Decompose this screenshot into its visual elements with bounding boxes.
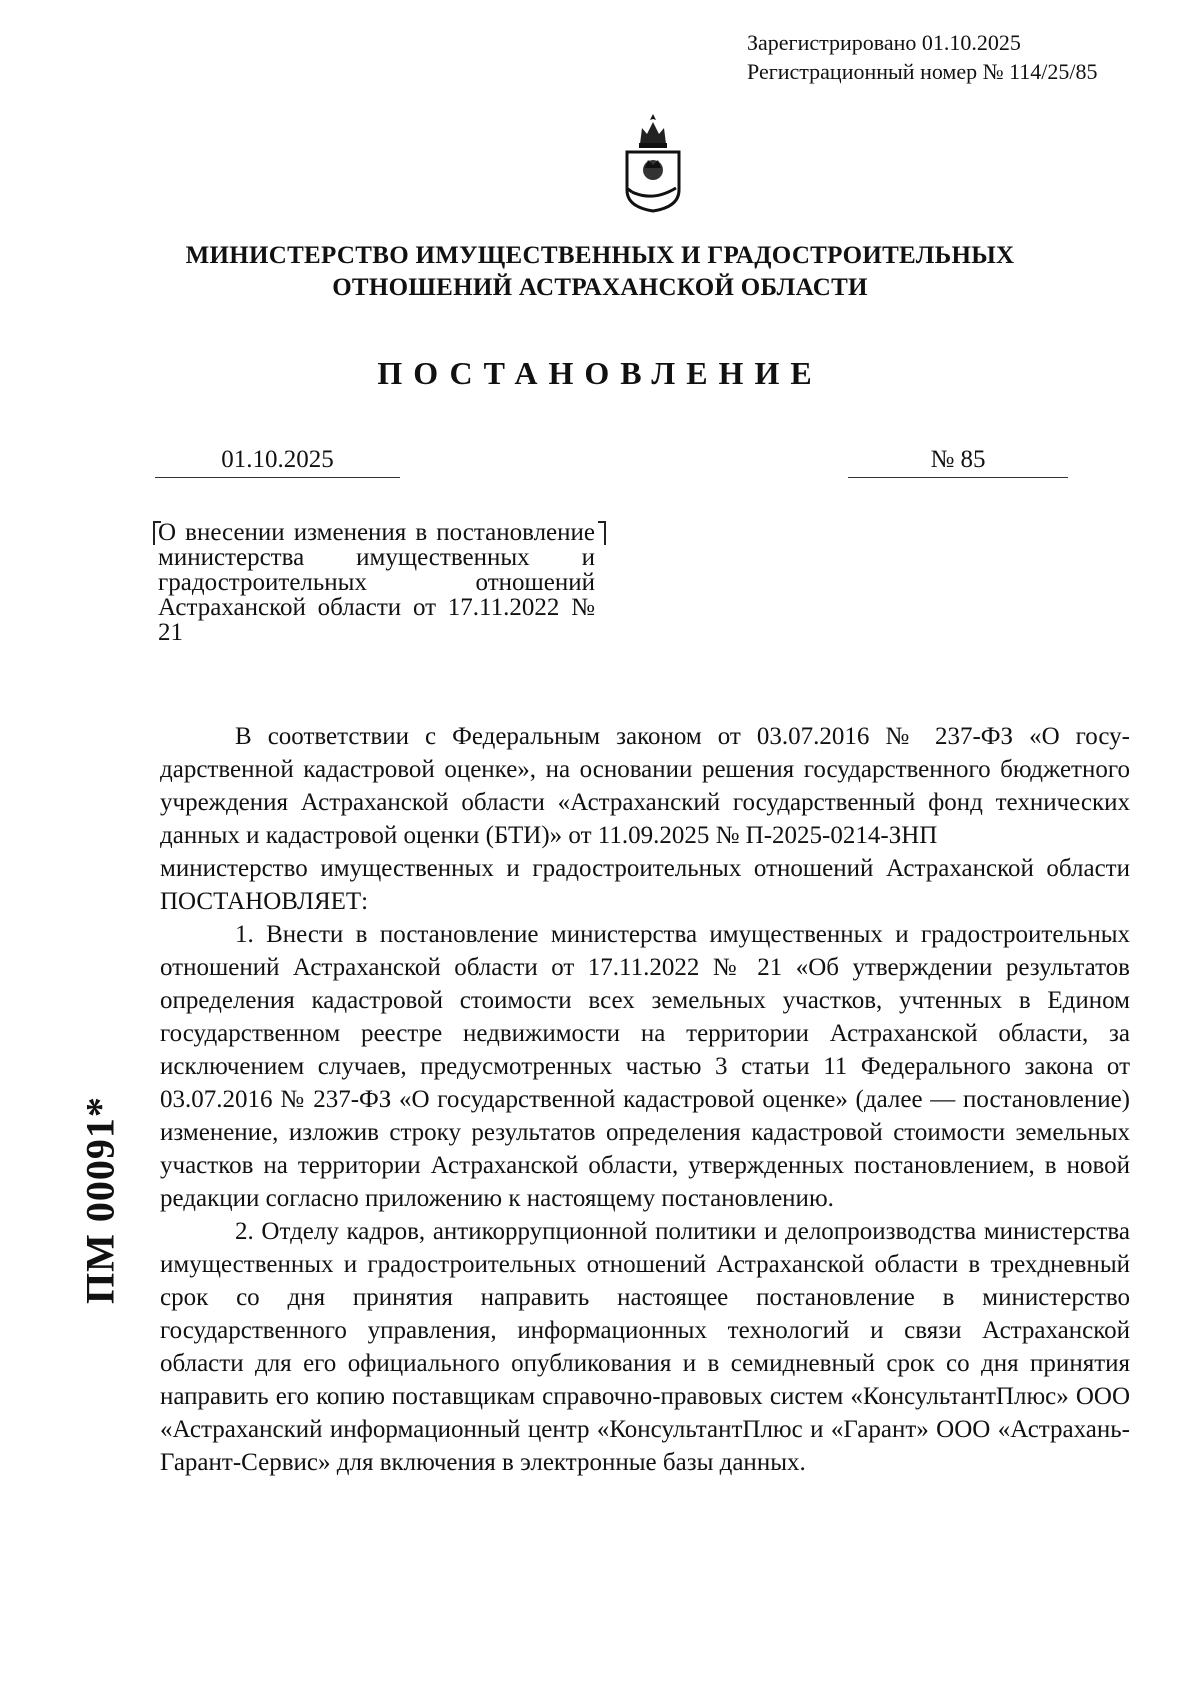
document-number: № 85 (848, 445, 1068, 478)
document-body (160, 720, 1130, 1479)
ministry-name-line1: МИНИСТЕРСТВО ИМУЩЕСТВЕННЫХ И ГРАДОСТРОИТЕЛЬНЫХ (185, 242, 1015, 269)
ministry-name (0, 240, 1200, 304)
ministry-name-line2: ОТНОШЕНИЙ АСТРАХАНСКОЙ ОБЛАСТИ (332, 274, 868, 301)
subject-bracket-right (598, 521, 606, 545)
item-2-paragraph: 2. Отделу кадров, антикоррупционной политики и делопроизводства министерства имущественных и градостроительных отношений Астраханской области в трехдневный срок со дня принятия направить настоящее постановление в министерство государственного управления, информационных технологий и связи Астраханской области для его официального опубликования и в семидневный срок со дня принятия направить его копию поставщикам справочно-правовых систем «КонсультантПлюс» ООО «Астраханский информационный центр «КонсультантПлюс и «Гарант» ООО «Астрахань-Гарант-Сервис» для включения в электронные базы данных. (160, 1218, 1130, 1476)
document-subject: О внесении изменения в постановление министерства имущественных и градостроительных отношений Астраханской области от 17.11.2022 № 21 (158, 519, 595, 646)
document-date: 01.10.2025 (155, 445, 400, 478)
registration-block (747, 28, 1098, 86)
item-1-paragraph: 1. Внести в постановление министерства имущественных и градостроительных отношений Астраханской области от 17.11.2022 № 21 «Об утверждении результатов определения кадастровой стоимости всех земельных участков, учтенных в Едином государственном реестре недвижимости на территории Астраханской области, за исключением случаев, предусмотренных частью 3 статьи 11 Федерального закона от 03.07.2016 № 237-ФЗ «О государственной кадастровой оценке» (далее — постановление) изменение, изложив строку результатов определения кадастровой стоимости земельных участков на территории Астраханской области, утвержденных постановлением, в новой редакции согласно приложению к настоящему постановлению. (160, 921, 1130, 1212)
astrakhan-coat-of-arms-icon (618, 110, 688, 214)
registration-date: Зарегистрировано 01.10.2025 (747, 30, 1021, 55)
side-stamp-text: ПМ 00091* (77, 1096, 123, 1304)
side-stamp (70, 1040, 130, 1360)
preamble-paragraph: В соответствии с Федеральным законом от 03.07.2016 № 237-ФЗ «О государственной кадастровой оценке», на основании решения государственного бюджетного учреждения Астраханской области «Астраханский государственный фонд технических данных и кадастровой оценки (БТИ)» от 11.09.2025 № П-2025-0214-ЗНП (160, 723, 1130, 849)
resolves-paragraph: министерство имущественных и градостроительных отношений Астраханской области ПОСТАНОВЛЯЕТ: (160, 855, 1130, 915)
document-type-title: ПОСТАНОВЛЕНИЕ (377, 355, 823, 391)
registration-number: Регистрационный номер № 114/25/85 (747, 59, 1098, 84)
